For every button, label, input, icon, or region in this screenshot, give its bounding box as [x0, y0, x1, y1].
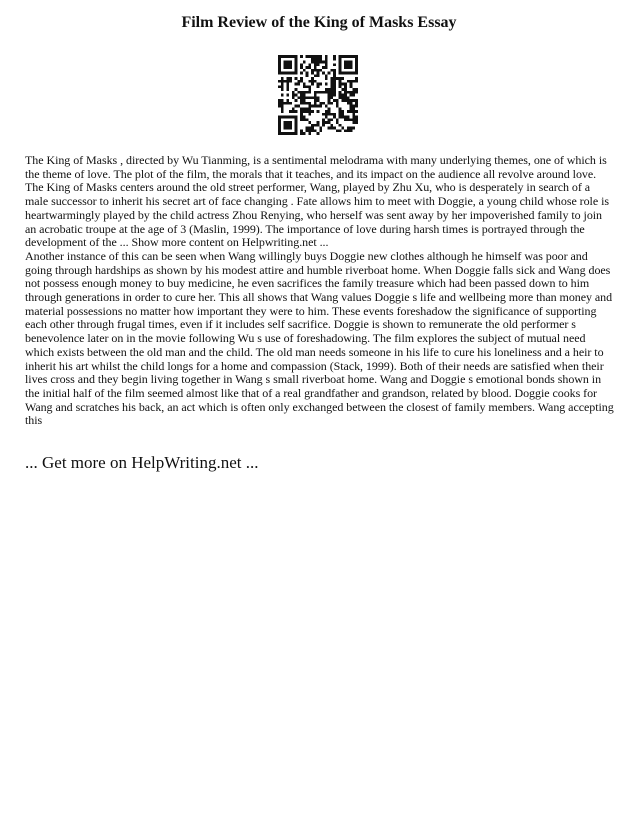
essay-body	[25, 154, 615, 428]
get-more-link[interactable]: ... Get more on HelpWriting.net ...	[25, 453, 259, 472]
document-title: Film Review of the King of Masks Essay	[181, 14, 457, 31]
qr-code-icon	[278, 55, 358, 135]
essay-paragraph-2: Another instance of this can be seen when Wang willingly buys Doggie new clothes although he himself was poor and going through hardships as shown by his modest attire and humble riverboat home. When Doggie falls sick and Wang does not possess enough money to buy medicine, he even sacrifices the family treasure which had been passed down to him through generations in order to cure her. This all shows that Wang values Doggie s life and wellbeing more than money and material possessions no matter how important they were to him. These events foreshadow the significance of supporting each other through frugal times, even if it includes self sacrifice. Doggie is shown to remunerate the old performer s benevolence later on in the movie following Wu s use of foreshadowing. The film explores the subject of mutual need which exists between the old man and the child. The old man needs someone in his life to cure his loneliness and a heir to inherit his art whilst the child longs for a home and compassion (Stack, 1999). Both of their needs are satisfied when their lives cross and they begin living together in Wang s small riverboat home. Wang and Doggie s emotional bonds shown in the initial half of the film seemed almost like that of a real grandfather and grandson, related by blood. Doggie cooks for Wang and scratches his back, an act which is often only exchanged between the closest of family members. Wang accepting this	[25, 248, 614, 428]
essay-paragraph-1: The King of Masks , directed by Wu Tianming, is a sentimental melodrama with many underlying themes, one of which is the theme of love. The plot of the film, the morals that it teaches, and its impact on the audience all revolve around love. The King of Masks centers around the old street performer, Wang, played by Zhu Xu, who is desperately in search of a male successor to inherit his secret art of face changing . Fate allows him to meet with Doggie, a young child whose role is heartwarmingly played by the child actress Zhou Renying, who herself was sent away by her impoverished family to join an acrobatic troupe at the age of 3 (Maslin, 1999). The importance of love during harsh times is portrayed through the development of the ... Show more content on Helpwriting.net ...	[25, 153, 609, 250]
